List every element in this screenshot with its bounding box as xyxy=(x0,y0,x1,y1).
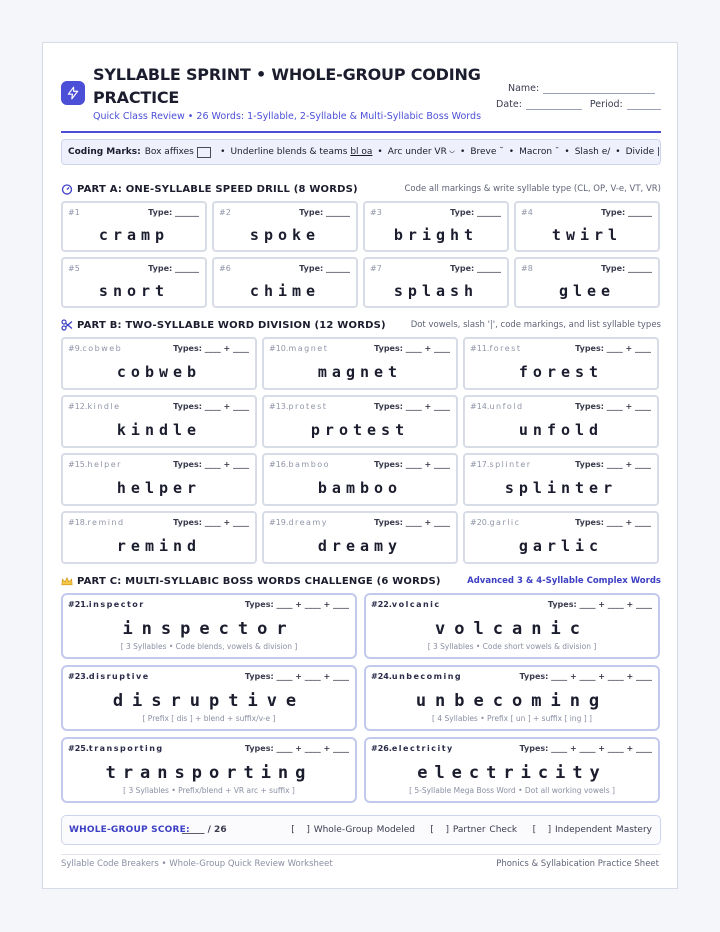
part-a-instructions: Code all markings & write syllable type (CL, OP, V-e, VT, VR) xyxy=(404,184,661,194)
page-subtitle: Quick Class Review • 26 Words: 1-Syllable, 2-Syllable & Multi-Syllabic Boss Words xyxy=(93,111,482,122)
word-preview: forest xyxy=(489,344,522,353)
lightning-icon xyxy=(61,81,85,105)
syllable-types-field[interactable]: Types: ____ + ____ xyxy=(374,518,450,527)
syllable-types-field[interactable]: Types: ____ + ____ xyxy=(374,460,450,469)
part-b-title: PART B: TWO-SYLLABLE WORD DIVISION (12 WORDS) xyxy=(77,319,386,331)
arc-icon xyxy=(449,149,455,155)
boss-word-hint: [ 3 Syllables • Code short vowels & division ] xyxy=(427,642,597,651)
word-card xyxy=(262,511,458,564)
whole-group-score-bar xyxy=(61,815,661,845)
syllable-types-field[interactable]: Types: ____ + ____ + ____ xyxy=(547,600,652,609)
word-card xyxy=(463,453,659,506)
word-index: #10. xyxy=(269,344,289,353)
mastery-checkboxes[interactable]: [ ] Whole-Group Modeled [ ] Partner Check [ ] Independent Mastery xyxy=(291,825,652,835)
name-label: Name: xyxy=(508,83,540,94)
part-a-title: PART A: ONE-SYLLABLE SPEED DRILL (8 WORDS) xyxy=(77,183,358,195)
footer-left-text: Syllable Code Breakers • Whole-Group Quick Review Worksheet xyxy=(61,859,333,869)
word-number xyxy=(470,460,532,469)
word-preview: garlic xyxy=(489,518,521,527)
syllable-types-field[interactable]: Types: ____ + ____ + ____ xyxy=(244,672,349,681)
word-index: #20. xyxy=(470,518,490,527)
practice-word: chime xyxy=(249,282,321,300)
word-preview: kindle xyxy=(87,402,121,411)
score-field[interactable]: _____ / 26 xyxy=(182,825,227,835)
practice-word: bright xyxy=(393,226,479,244)
word-preview: electricity xyxy=(391,744,454,753)
syllable-types-field[interactable]: Types: ____ + ____ xyxy=(374,402,450,411)
word-number: #8 xyxy=(521,264,533,273)
name-field[interactable] xyxy=(543,86,655,94)
syllable-type-field[interactable]: Type: ______ xyxy=(601,208,652,217)
practice-word: garlic xyxy=(518,537,604,555)
practice-word: unfold xyxy=(518,421,604,439)
part-c-title: PART C: MULTI-SYLLABIC BOSS WORDS CHALLENGE (6 WORDS) xyxy=(77,575,441,587)
word-number: #4 xyxy=(521,208,533,217)
footer-right-text: Phonics & Syllabication Practice Sheet xyxy=(496,859,659,869)
word-number xyxy=(68,744,164,753)
word-preview: protest xyxy=(288,402,328,411)
practice-word: splinter xyxy=(504,479,618,497)
word-number xyxy=(68,672,150,681)
syllable-type-field[interactable]: Type: ______ xyxy=(601,264,652,273)
worksheet-header xyxy=(61,63,661,133)
syllable-type-field[interactable]: Type: ______ xyxy=(450,264,501,273)
word-card xyxy=(363,257,509,308)
syllable-types-field[interactable]: Types: ____ + ____ xyxy=(173,402,249,411)
bullet: • xyxy=(220,147,226,157)
word-index: #12. xyxy=(68,402,88,411)
word-card xyxy=(61,257,207,308)
word-index: #24. xyxy=(371,672,392,681)
word-card xyxy=(514,257,660,308)
word-index: #21. xyxy=(68,600,89,609)
bullet: • xyxy=(508,147,515,157)
word-number xyxy=(68,344,122,353)
word-card xyxy=(61,453,257,506)
word-preview: remind xyxy=(87,518,125,527)
word-number xyxy=(269,460,330,469)
coding-marks-label: Coding Marks: xyxy=(68,147,141,157)
boss-word: transporting xyxy=(105,763,313,783)
boss-word-card xyxy=(364,665,660,731)
syllable-types-field[interactable]: Types: ____ + ____ xyxy=(575,402,651,411)
word-number xyxy=(371,744,454,753)
practice-word: protest xyxy=(310,421,410,439)
footer-divider xyxy=(61,854,661,855)
boss-word-hint: [ 5-Syllable Mega Boss Word • Dot all working vowels ] xyxy=(409,786,615,795)
word-card xyxy=(212,257,358,308)
syllable-type-field[interactable]: Type: ______ xyxy=(148,208,199,217)
slash-label: Slash e/ xyxy=(574,147,611,157)
boss-word-card xyxy=(364,737,660,803)
syllable-types-field[interactable]: Types: ____ + ____ xyxy=(575,460,651,469)
bullet: • xyxy=(377,147,383,157)
syllable-types-field[interactable]: Types: ____ + ____ xyxy=(575,344,651,353)
word-preview: unfold xyxy=(489,402,524,411)
syllable-type-field[interactable]: Type: ______ xyxy=(299,208,350,217)
word-card xyxy=(212,201,358,252)
practice-word: spoke xyxy=(249,226,321,244)
boss-word: inspector xyxy=(122,619,296,639)
word-number xyxy=(68,600,145,609)
word-index: #14. xyxy=(470,402,490,411)
boss-word: disruptive xyxy=(112,691,306,711)
word-preview: unbecoming xyxy=(391,672,463,681)
word-card xyxy=(262,453,458,506)
word-card xyxy=(363,201,509,252)
word-number xyxy=(68,518,125,527)
word-preview: magnet xyxy=(288,344,329,353)
word-index: #19. xyxy=(269,518,289,527)
word-index: #23. xyxy=(68,672,89,681)
word-number: #7 xyxy=(370,264,382,273)
practice-word: cobweb xyxy=(116,363,202,381)
word-number: #1 xyxy=(68,208,80,217)
divide-label: Divide | xyxy=(625,147,660,157)
word-index: #9. xyxy=(68,344,83,353)
word-index: #13. xyxy=(269,402,289,411)
syllable-types-field[interactable]: Types: ____ + ____ + ____ xyxy=(244,600,349,609)
word-card xyxy=(61,201,207,252)
word-number xyxy=(68,460,122,469)
bullet: • xyxy=(460,147,466,157)
date-label: Date: xyxy=(496,99,522,110)
word-preview: dreamy xyxy=(288,518,328,527)
scissors-icon xyxy=(61,319,73,331)
syllable-types-field[interactable]: Types: ____ + ____ xyxy=(173,460,249,469)
arc-label: Arc under VR xyxy=(387,147,447,157)
word-index: #18. xyxy=(68,518,88,527)
practice-word: splash xyxy=(393,282,479,300)
underline-sample: bl oa xyxy=(350,147,373,157)
word-number xyxy=(269,344,328,353)
period-label: Period: xyxy=(589,99,623,110)
word-card xyxy=(262,395,458,448)
boss-word-card xyxy=(61,593,357,659)
boss-word-hint: [ Prefix [ dis ] + blend + suffix/v-e ] xyxy=(142,714,276,723)
boss-word: electricity xyxy=(417,763,607,783)
boss-word: unbecoming xyxy=(415,691,609,711)
word-card xyxy=(262,337,458,390)
timer-icon xyxy=(61,183,73,195)
period-field[interactable] xyxy=(627,102,661,110)
practice-word: bamboo xyxy=(317,479,403,497)
word-number: #6 xyxy=(219,264,231,273)
word-index: #15. xyxy=(68,460,88,469)
word-number: #5 xyxy=(68,264,80,273)
word-card xyxy=(463,337,659,390)
word-number xyxy=(269,518,328,527)
date-field[interactable] xyxy=(526,102,582,110)
word-preview: splinter xyxy=(489,460,532,469)
word-number xyxy=(371,672,462,681)
word-card xyxy=(463,511,659,564)
header-divider xyxy=(61,131,661,133)
worksheet-page xyxy=(42,42,678,889)
practice-word: kindle xyxy=(116,421,202,439)
practice-word: forest xyxy=(518,363,604,381)
word-number xyxy=(371,600,441,609)
practice-word: snort xyxy=(98,282,170,300)
word-preview: cobweb xyxy=(82,344,123,353)
word-index: #11. xyxy=(470,344,490,353)
word-preview: transporting xyxy=(88,744,164,753)
syllable-type-field[interactable]: Type: ______ xyxy=(148,264,199,273)
syllable-types-field[interactable]: Types: ____ + ____ + ____ + ____ xyxy=(519,672,652,681)
word-preview: disruptive xyxy=(88,672,150,681)
syllable-types-field[interactable]: Types: ____ + ____ xyxy=(173,344,249,353)
word-index: #26. xyxy=(371,744,392,753)
word-number: #3 xyxy=(370,208,382,217)
boss-word-card xyxy=(61,665,357,731)
boss-word-hint: [ 4 Syllables • Prefix [ un ] + suffix [ ing ] ] xyxy=(432,714,592,723)
syllable-types-field[interactable]: Types: ____ + ____ xyxy=(575,518,651,527)
page-title: SYLLABLE SPRINT • WHOLE-GROUP CODING PRACTICE xyxy=(93,65,481,107)
word-number xyxy=(470,518,521,527)
practice-word: magnet xyxy=(317,363,403,381)
practice-word: cramp xyxy=(98,226,170,244)
word-number xyxy=(470,402,524,411)
box-sample-icon xyxy=(197,147,211,158)
part-b-instructions: Dot vowels, slash '|', code markings, and list syllable types xyxy=(410,320,661,330)
word-card xyxy=(514,201,660,252)
syllable-type-field[interactable]: Type: ______ xyxy=(299,264,350,273)
syllable-types-field[interactable]: Types: ____ + ____ xyxy=(374,344,450,353)
boss-word-card xyxy=(61,737,357,803)
practice-word: helper xyxy=(116,479,202,497)
bullet: • xyxy=(564,147,570,157)
student-info-fields xyxy=(496,78,661,110)
word-preview: helper xyxy=(87,460,122,469)
boss-word-hint: [ 3 Syllables • Prefix/blend + VR arc + suffix ] xyxy=(123,786,295,795)
word-preview: volcanic xyxy=(391,600,441,609)
word-card xyxy=(61,511,257,564)
word-card xyxy=(61,395,257,448)
syllable-types-field[interactable]: Types: ____ + ____ + ____ xyxy=(244,744,349,753)
part-c-note: Advanced 3 & 4-Syllable Complex Words xyxy=(467,576,661,586)
word-index: #16. xyxy=(269,460,289,469)
practice-word: twirl xyxy=(551,226,623,244)
word-card xyxy=(61,337,257,390)
coding-marks-legend xyxy=(61,139,661,165)
word-index: #25. xyxy=(68,744,89,753)
practice-word: glee xyxy=(558,282,616,300)
boss-word-card xyxy=(364,593,660,659)
word-number xyxy=(470,344,522,353)
word-index: #17. xyxy=(470,460,490,469)
syllable-types-field[interactable]: Types: ____ + ____ xyxy=(173,518,249,527)
practice-word: remind xyxy=(116,537,202,555)
word-index: #22. xyxy=(371,600,392,609)
word-preview: inspector xyxy=(88,600,145,609)
syllable-types-field[interactable]: Types: ____ + ____ + ____ + ____ xyxy=(519,744,652,753)
macron-label: Macron ¯ xyxy=(519,147,560,157)
syllable-type-field[interactable]: Type: ______ xyxy=(450,208,501,217)
part-c-header xyxy=(61,575,661,589)
bullet: • xyxy=(615,147,621,157)
score-label: WHOLE-GROUP SCORE: xyxy=(69,825,190,835)
word-number xyxy=(68,402,121,411)
underline-label: Underline blends & teams xyxy=(230,147,348,157)
word-card xyxy=(463,395,659,448)
part-b-header xyxy=(61,319,661,333)
breve-label: Breve ˘ xyxy=(470,147,504,157)
part-a-header xyxy=(61,183,661,197)
box-affixes-label: Box affixes xyxy=(144,147,194,157)
boss-word-hint: [ 3 Syllables • Code blends, vowels & division ] xyxy=(120,642,298,651)
crown-icon xyxy=(61,575,73,587)
word-number xyxy=(269,402,327,411)
word-number: #2 xyxy=(219,208,231,217)
word-preview: bamboo xyxy=(288,460,331,469)
boss-word: volcanic xyxy=(435,619,589,639)
practice-word: dreamy xyxy=(317,537,403,555)
